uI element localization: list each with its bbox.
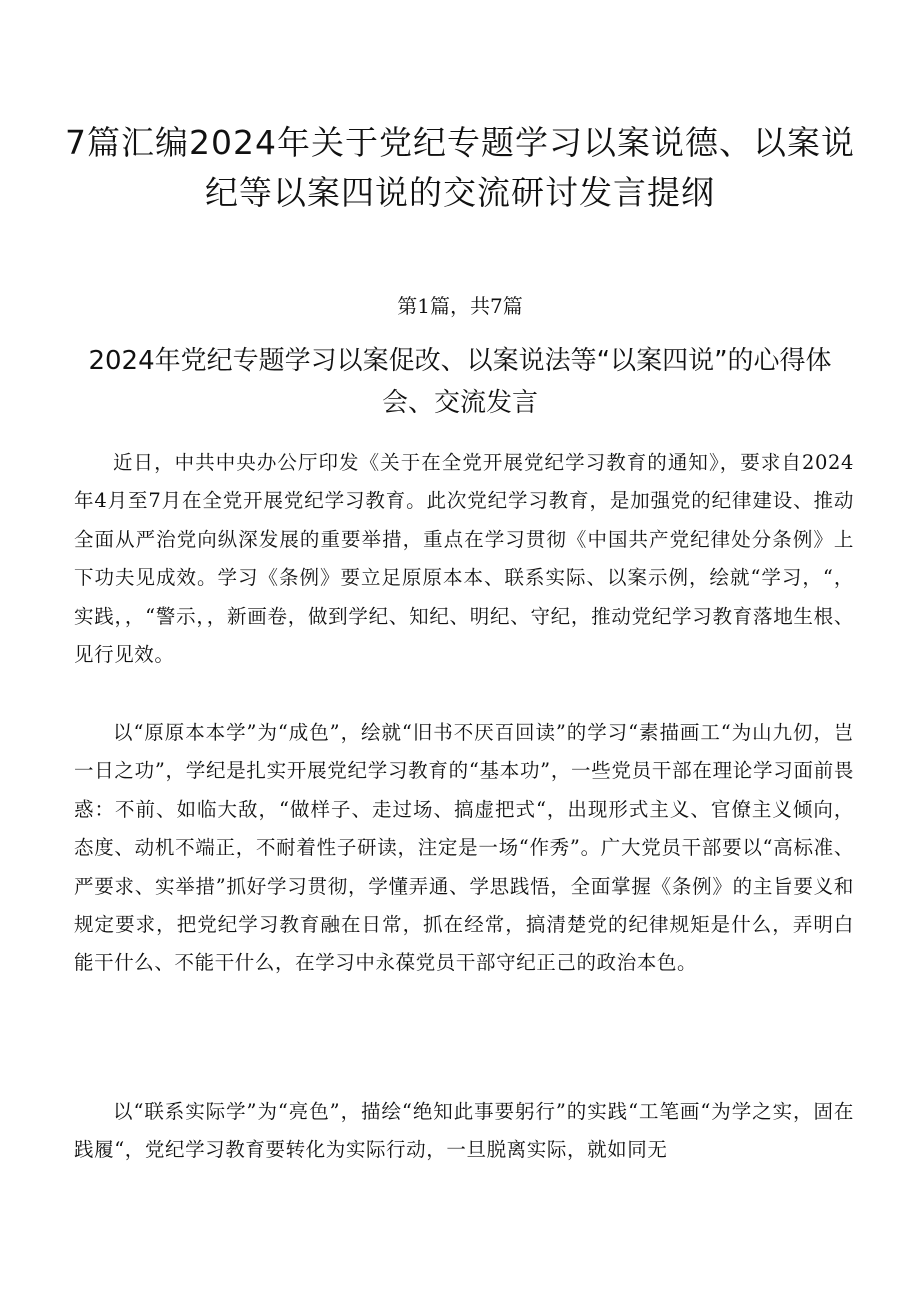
- article-title: 2024年党纪专题学习以案促改、以案说法等“以案四说”的心得体会、交流发言: [88, 346, 832, 418]
- body-paragraph: 近日，中共中央办公厅印发《关于在全党开展党纪学习教育的通知》，要求自2024年4月至7月在全党开展党纪学习教育。此次党纪学习教育，是加强党的纪律建设、推动全面从严治党向纵深发展的重要举措，重点在学习贯彻《中国共产党纪律处分条例》上下功夫见成效。学习《条例》要立足原原本本、联系实际、以案示例，绘就“学习，“，实践，，“警示，，新画卷，做到学纪、知纪、明纪、守纪，推动党纪学习教育落地生根、见行见效。: [74, 451, 854, 667]
- body-paragraph: 以“联系实际学”为“亮色”，描绘“绝知此事要躬行”的实践“工笔画“为学之实，固在践履“，党纪学习教育要转化为实际行动，一旦脱离实际，就如同无: [74, 1100, 854, 1162]
- part-label: 第1篇，共7篇: [397, 294, 523, 318]
- document-title: 7篇汇编2024年关于党纪专题学习以案说德、以案说纪等以案四说的交流研讨发言提纲: [65, 123, 855, 212]
- body-paragraph: 以“原原本本学”为“成色”，绘就“旧书不厌百回读”的学习“素描画工“为山九仞，岂一日之功”，学纪是扎实开展党纪学习教育的“基本功”，一些党员干部在理论学习面前畏惑：不前、如临大敌，“做样子、走过场、搞虚把式“，出现形式主义、官僚主义倾向，态度、动机不端正，不耐着性子研读，注定是一场“作秀”。广大党员干部要以“高标准、严要求、实举措”抓好学习贯彻，学懂弄通、学思践悟，全面掌握《条例》的主旨要义和规定要求，把党纪学习教育融在日常，抓在经常，搞清楚党的纪律规矩是什么，弄明白能干什么、不能干什么，在学习中永葆党员干部守纪正己的政治本色。: [74, 721, 854, 975]
